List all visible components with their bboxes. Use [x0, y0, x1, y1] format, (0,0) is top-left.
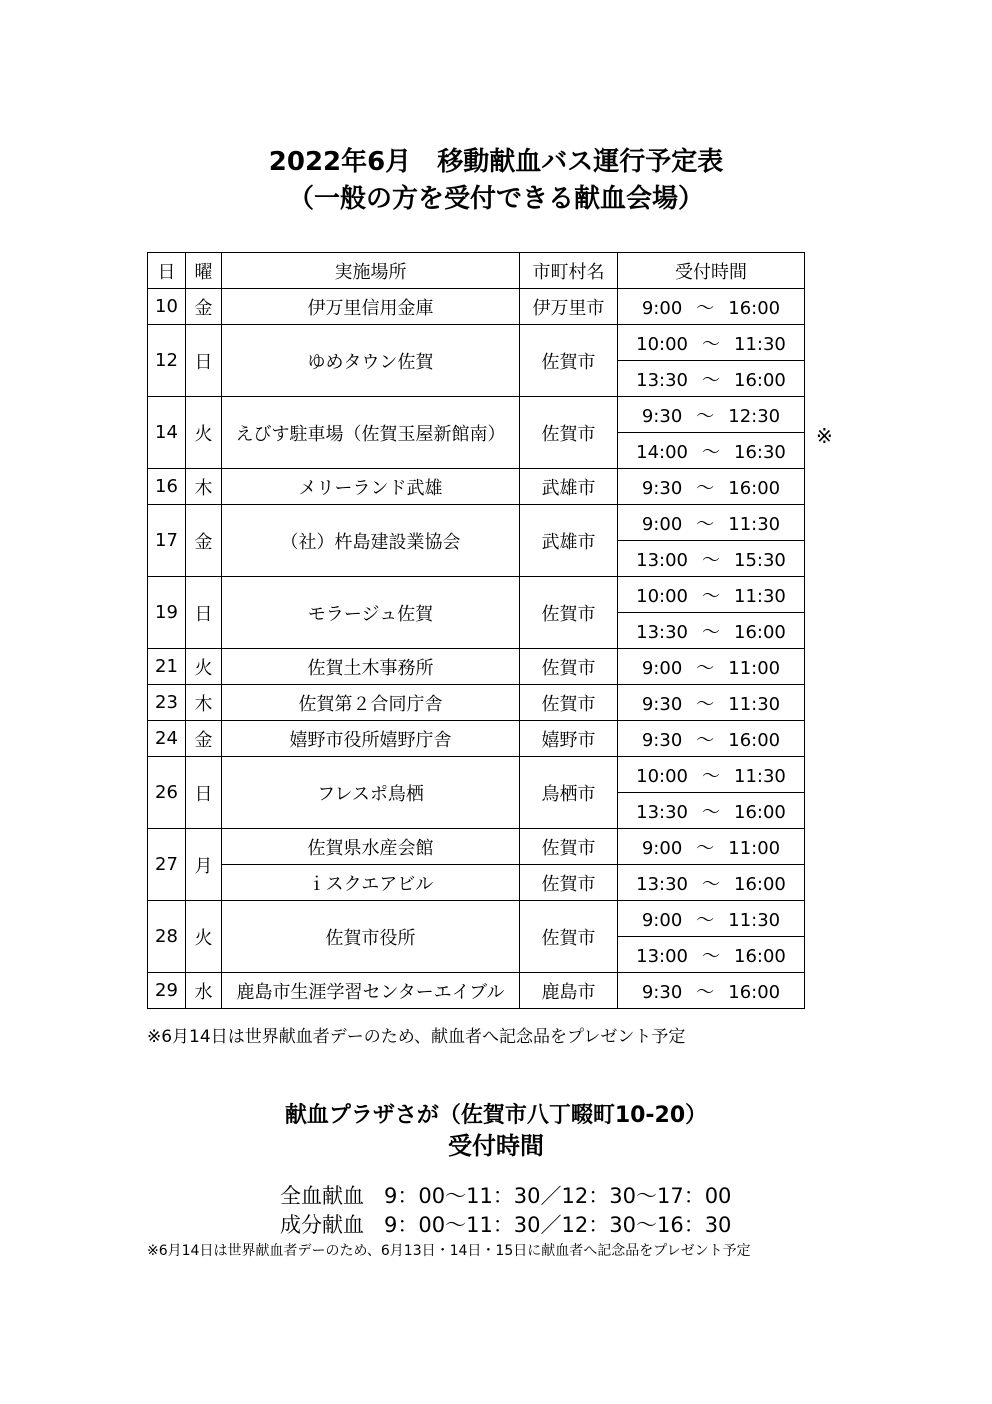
- end-time: 11:30: [734, 765, 786, 787]
- end-time: 16:00: [728, 477, 781, 499]
- end-time: 12:30: [728, 405, 781, 427]
- cell-day: 19: [148, 577, 186, 649]
- cell-weekday: 火: [186, 397, 222, 469]
- cell-hours: [618, 613, 805, 649]
- page-subtitle: （一般の方を受付できる献血会場）: [287, 184, 704, 214]
- whole-blood-hours-row: [280, 1180, 731, 1210]
- cell-day: 28: [148, 901, 186, 973]
- time-separator: ～: [702, 549, 720, 571]
- cell-hours: [618, 577, 805, 613]
- cell-day: 17: [148, 505, 186, 577]
- cell-place: （社）杵島建設業協会: [222, 505, 520, 577]
- time-separator: ～: [696, 657, 715, 679]
- start-time: 9:00: [641, 513, 683, 535]
- time-separator: ～: [702, 621, 720, 643]
- end-time: 16:00: [734, 801, 786, 823]
- cell-hours: [618, 757, 805, 793]
- cell-hours: [618, 325, 805, 361]
- cell-hours: [618, 901, 805, 937]
- cell-day: 29: [148, 973, 186, 1009]
- cell-weekday: 金: [186, 721, 222, 757]
- time-separator: ～: [702, 801, 720, 823]
- time-separator: ～: [702, 873, 720, 895]
- end-time: 16:30: [734, 441, 786, 463]
- time-separator: ～: [696, 981, 715, 1003]
- schedule-body: [148, 289, 805, 1009]
- plaza-title: 献血プラザさが（佐賀市八丁畷町10-20）: [284, 1103, 708, 1128]
- time-separator: ～: [702, 945, 720, 967]
- end-time: 16:00: [728, 981, 781, 1003]
- cell-day: 27: [148, 829, 186, 901]
- cell-city: 佐賀市: [520, 865, 618, 901]
- cell-hours: [618, 937, 805, 973]
- component-hours: 9：00～11：30／12：30～16：30: [384, 1213, 732, 1237]
- time-separator: ～: [696, 909, 715, 931]
- start-time: 13:00: [636, 945, 688, 967]
- time-separator: ～: [702, 765, 720, 787]
- cell-place: 佐賀土木事務所: [222, 649, 520, 685]
- cell-weekday: 月: [186, 829, 222, 901]
- time-separator: ～: [696, 693, 715, 715]
- time-separator: ～: [702, 333, 720, 355]
- cell-hours: [618, 505, 805, 541]
- cell-hours: [618, 829, 805, 865]
- header-weekday: 曜: [186, 253, 222, 289]
- time-separator: ～: [696, 297, 715, 319]
- cell-place: モラージュ佐賀: [222, 577, 520, 649]
- start-time: 9:00: [641, 837, 683, 859]
- table-row: [148, 865, 805, 901]
- cell-city: 伊万里市: [520, 289, 618, 325]
- whole-blood-hours: 9：00～11：30／12：30～17：00: [384, 1184, 732, 1208]
- cell-day: 24: [148, 721, 186, 757]
- cell-weekday: 日: [186, 757, 222, 829]
- cell-day: 12: [148, 325, 186, 397]
- end-time: 11:30: [728, 693, 781, 715]
- header-day: 日: [148, 253, 186, 289]
- time-separator: ～: [696, 477, 715, 499]
- schedule-table: [147, 252, 805, 1009]
- table-row: [148, 289, 805, 325]
- cell-place: 伊万里信用金庫: [222, 289, 520, 325]
- cell-day: 23: [148, 685, 186, 721]
- table-row: [148, 901, 805, 937]
- cell-place: 嬉野市役所嬉野庁舎: [222, 721, 520, 757]
- cell-weekday: 金: [186, 505, 222, 577]
- cell-place: 佐賀市役所: [222, 901, 520, 973]
- table-row: [148, 649, 805, 685]
- cell-hours: [618, 397, 805, 433]
- component-hours-row: [280, 1209, 731, 1239]
- cell-day: 14: [148, 397, 186, 469]
- cell-weekday: 金: [186, 289, 222, 325]
- cell-place: ゆめタウン佐賀: [222, 325, 520, 397]
- cell-city: 武雄市: [520, 469, 618, 505]
- cell-hours: [618, 685, 805, 721]
- cell-city: 佐賀市: [520, 901, 618, 973]
- start-time: 9:30: [641, 729, 683, 751]
- end-time: 16:00: [728, 729, 781, 751]
- cell-hours: [618, 865, 805, 901]
- table-row: [148, 469, 805, 505]
- start-time: 13:30: [636, 621, 688, 643]
- end-time: 11:00: [728, 657, 781, 679]
- cell-city: 鹿島市: [520, 973, 618, 1009]
- side-note-mark: ※: [816, 424, 833, 448]
- start-time: 9:30: [641, 981, 683, 1003]
- cell-weekday: 日: [186, 577, 222, 649]
- cell-weekday: 水: [186, 973, 222, 1009]
- cell-weekday: 火: [186, 649, 222, 685]
- start-time: 9:30: [641, 693, 683, 715]
- page-title: 2022年6月 移動献血バス運行予定表: [268, 147, 724, 177]
- end-time: 16:00: [734, 621, 786, 643]
- cell-place: 佐賀県水産会館: [222, 829, 520, 865]
- cell-hours: [618, 793, 805, 829]
- table-row: [148, 721, 805, 757]
- time-separator: ～: [696, 513, 715, 535]
- end-time: 16:00: [728, 297, 781, 319]
- end-time: 11:00: [728, 837, 781, 859]
- time-separator: ～: [702, 585, 720, 607]
- cell-hours: [618, 361, 805, 397]
- table-row: [148, 397, 805, 433]
- start-time: 10:00: [636, 333, 688, 355]
- start-time: 10:00: [636, 585, 688, 607]
- table-row: [148, 325, 805, 361]
- cell-hours: [618, 973, 805, 1009]
- start-time: 13:00: [636, 549, 688, 571]
- time-separator: ～: [702, 441, 720, 463]
- cell-place: 佐賀第２合同庁舎: [222, 685, 520, 721]
- component-label: 成分献血: [280, 1213, 364, 1237]
- cell-place: 鹿島市生涯学習センターエイブル: [222, 973, 520, 1009]
- start-time: 9:00: [641, 297, 683, 319]
- time-separator: ～: [696, 405, 715, 427]
- cell-hours: [618, 289, 805, 325]
- cell-city: 佐賀市: [520, 685, 618, 721]
- cell-hours: [618, 433, 805, 469]
- end-time: 16:00: [734, 873, 786, 895]
- cell-city: 鳥栖市: [520, 757, 618, 829]
- plaza-note: ※6月14日は世界献血者デーのため、6月13日・14日・15日に献血者へ記念品をプレゼント予定: [147, 1243, 751, 1259]
- start-time: 9:00: [641, 909, 683, 931]
- table-row: [148, 577, 805, 613]
- cell-hours: [618, 469, 805, 505]
- cell-day: 16: [148, 469, 186, 505]
- end-time: 16:00: [734, 945, 786, 967]
- cell-day: 26: [148, 757, 186, 829]
- cell-weekday: 木: [186, 469, 222, 505]
- table-row: [148, 757, 805, 793]
- cell-hours: [618, 721, 805, 757]
- cell-hours: [618, 649, 805, 685]
- header-hours: 受付時間: [618, 253, 805, 289]
- cell-city: 武雄市: [520, 505, 618, 577]
- cell-city: 佐賀市: [520, 397, 618, 469]
- header-city: 市町村名: [520, 253, 618, 289]
- cell-city: 佐賀市: [520, 577, 618, 649]
- cell-city: 佐賀市: [520, 829, 618, 865]
- time-separator: ～: [702, 369, 720, 391]
- table-row: [148, 829, 805, 865]
- cell-city: 佐賀市: [520, 325, 618, 397]
- whole-blood-label: 全血献血: [280, 1184, 364, 1208]
- cell-place: フレスポ鳥栖: [222, 757, 520, 829]
- cell-weekday: 火: [186, 901, 222, 973]
- end-time: 11:30: [728, 513, 781, 535]
- cell-hours: [618, 541, 805, 577]
- start-time: 9:30: [641, 477, 683, 499]
- cell-day: 10: [148, 289, 186, 325]
- start-time: 13:30: [636, 801, 688, 823]
- time-separator: ～: [696, 837, 715, 859]
- cell-place: メリーランド武雄: [222, 469, 520, 505]
- start-time: 10:00: [636, 765, 688, 787]
- end-time: 11:30: [734, 333, 786, 355]
- table-header-row: [148, 253, 805, 289]
- header-place: 実施場所: [222, 253, 520, 289]
- table-row: [148, 505, 805, 541]
- end-time: 11:30: [728, 909, 781, 931]
- cell-day: 21: [148, 649, 186, 685]
- cell-weekday: 日: [186, 325, 222, 397]
- cell-weekday: 木: [186, 685, 222, 721]
- cell-city: 佐賀市: [520, 649, 618, 685]
- table-row: [148, 685, 805, 721]
- time-separator: ～: [696, 729, 715, 751]
- cell-place: ｉスクエアビル: [222, 865, 520, 901]
- start-time: 14:00: [636, 441, 688, 463]
- end-time: 15:30: [734, 549, 786, 571]
- start-time: 9:30: [641, 405, 683, 427]
- start-time: 9:00: [641, 657, 683, 679]
- end-time: 11:30: [734, 585, 786, 607]
- plaza-subtitle: 受付時間: [448, 1132, 544, 1160]
- cell-city: 嬉野市: [520, 721, 618, 757]
- start-time: 13:30: [636, 873, 688, 895]
- cell-place: えびす駐車場（佐賀玉屋新館南）: [222, 397, 520, 469]
- end-time: 16:00: [734, 369, 786, 391]
- bus-note: ※6月14日は世界献血者デーのため、献血者へ記念品をプレゼント予定: [147, 1027, 686, 1047]
- start-time: 13:30: [636, 369, 688, 391]
- table-row: [148, 973, 805, 1009]
